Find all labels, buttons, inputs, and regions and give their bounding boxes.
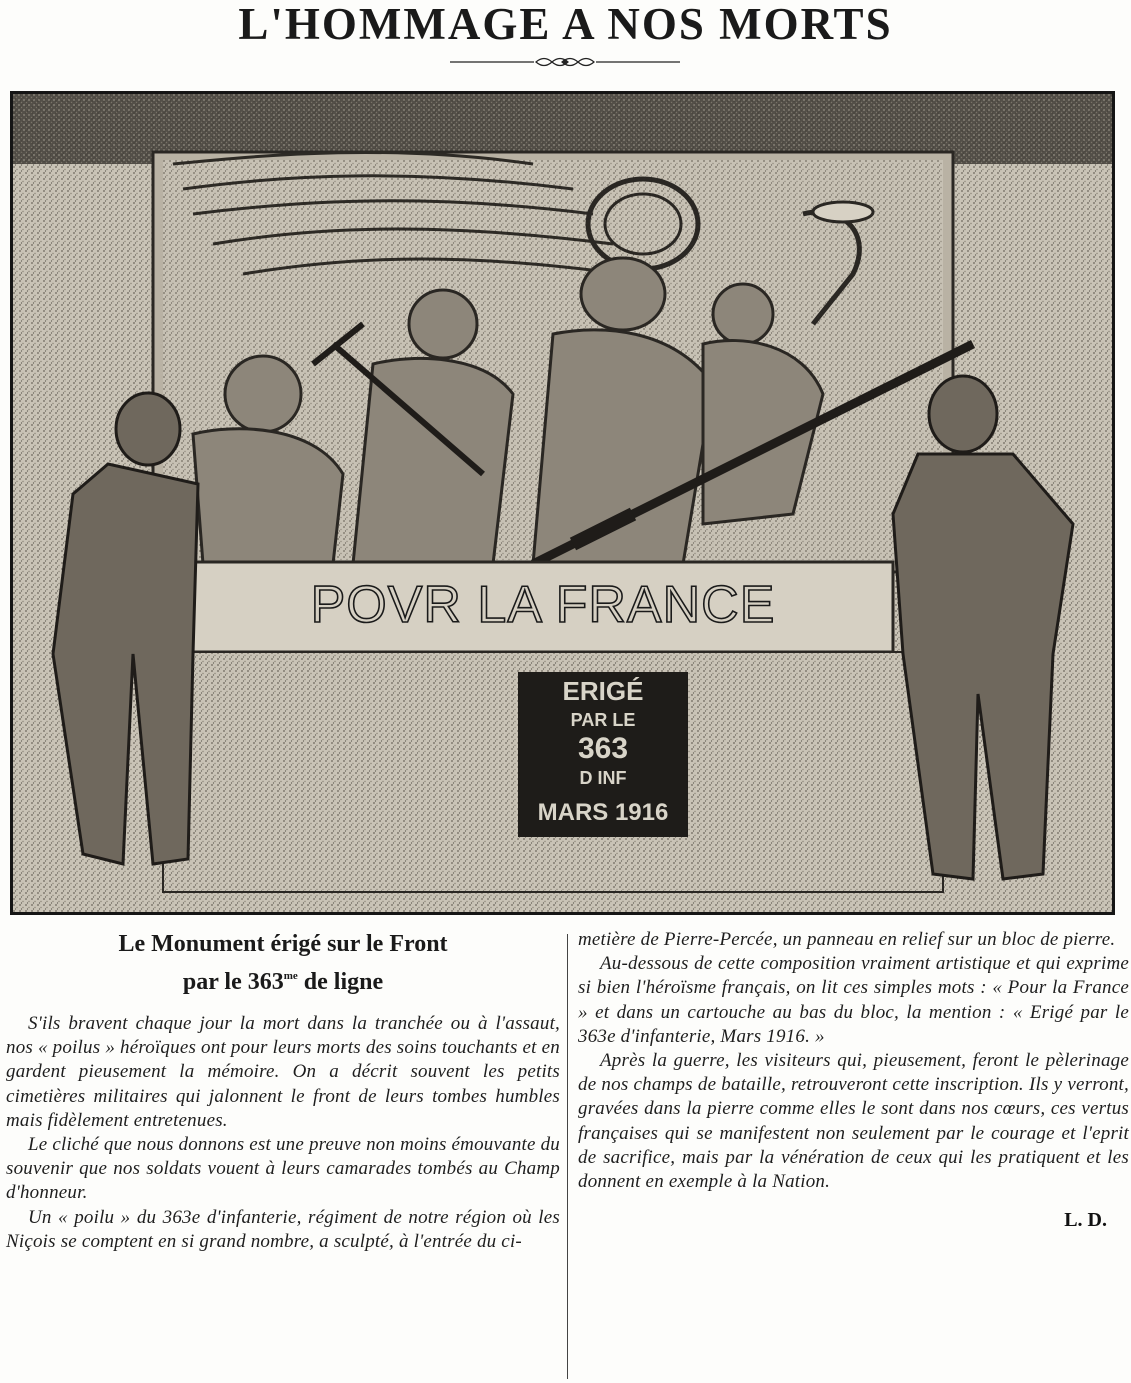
plaque-line-5: MARS 1916: [537, 799, 669, 826]
monument-photo: [10, 91, 1115, 915]
subtitle-line-2: [6, 960, 560, 998]
article-subtitle: [6, 928, 560, 998]
paragraph: Après la guerre, les visiteurs qui, pieusement, feront le pèlerinage de nos champs de bataille, retrouveront cette inscription. Ils y verront, gravées dans la pierre comme elles le sont dans nos cœurs, ces vertus françaises qui se manifestent non seulement par le courage et l'eprit de sacrifice, mais par la vénération de ceux qui les pratiquent et les donnent en exemple à la Nation.: [578, 1050, 1129, 1193]
subtitle-ordinal: me: [283, 970, 298, 982]
paragraph: Au-dessous de cette composition vraiment artistique et qui exprime si bien l'héroïsme français, on lit ces simples mots : « Pour la France » et dans un cartouche au bas du bloc, la mention : « Erigé par le 363e d'infanterie, Mars 1916. »: [578, 953, 1129, 1047]
plaque-line-2: PAR LE: [570, 710, 636, 730]
signature: L. D.: [1064, 1209, 1107, 1232]
plaque-line-1: ERIGÉ: [562, 676, 644, 706]
plaque-line-3: 363: [577, 732, 629, 765]
subtitle-line-1: Le Monument érigé sur le Front: [118, 931, 448, 957]
paragraph: S'ils bravent chaque jour la mort dans la tranchée ou à l'assaut, nos « poilus » héroïques ont pour leurs morts des soins touchants et en gardent pieusement la mémoire. On a décrit souvent les petits cimetières militaires qui jalonnent le front de leurs tombes humbles mais fidèlement entretenues.: [6, 1013, 560, 1131]
paragraph: Le cliché que nous donnons est une preuve non moins émouvante du souvenir que nos soldats vouent à leurs camarades tombés au Champ d'honneur.: [6, 1134, 560, 1204]
headline: L'HOMMAGE A NOS MORTS: [238, 0, 893, 49]
article-left-column: [6, 928, 560, 1254]
plaque-line-4: D INF: [579, 768, 627, 788]
ornament-divider: [450, 54, 680, 70]
article-right-column: [578, 928, 1129, 1232]
paragraph: metière de Pierre-Percée, un panneau en relief sur un bloc de pierre.: [578, 929, 1116, 950]
subtitle-line-2-pre: par le 363: [182, 969, 284, 995]
paragraph: Un « poilu » du 363e d'infanterie, régiment de notre région où les Niçois se comptent en si grand nombre, a sculpté, à l'entrée du ci-: [6, 1206, 560, 1252]
relief-sculpture-illustration: [13, 94, 1112, 912]
subtitle-line-2-post: de ligne: [297, 969, 384, 995]
column-divider: [567, 934, 568, 1379]
relief-inscription: POVR LA FRANCE: [310, 576, 776, 634]
